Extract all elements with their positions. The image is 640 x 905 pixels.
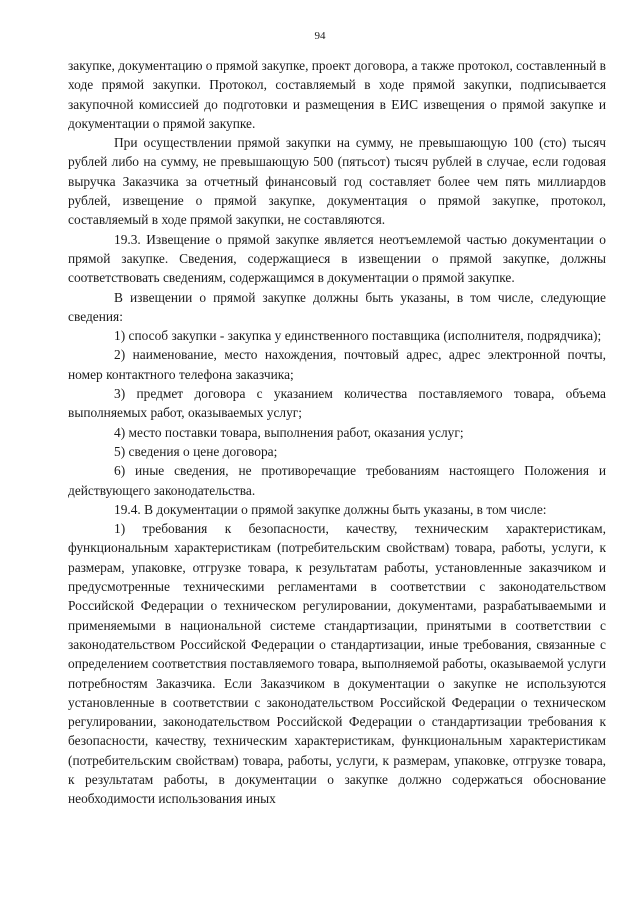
list-item-3: 3) предмет договора с указанием количества поставляемого товара, объема выполняемых работ, оказываемых услуг; [68, 386, 606, 421]
list-item-6: 6) иные сведения, не противоречащие требованиям настоящего Положения и действующего законодательства. [68, 463, 606, 498]
paragraph-continuation: закупке, документацию о прямой закупке, проект договора, а также протокол, составленный в ходе прямой закупки. Протокол, составляемый в ходе прямой закупки, подписывается закупочной комиссией до подготовки и размещения в ЕИС извещения о прямой закупке и документации о прямой закупке. [68, 58, 606, 131]
list-item-5: 5) сведения о цене договора; [114, 443, 278, 459]
list-item-requirements: 1) требования к безопасности, качеству, техническим характеристикам, функциональным характеристикам (потребительским свойствам) товара, работы, услуги, к размерам, упаковке, отгрузке товара, к результатам работы, установленные заказчиком и предусмотренные техническими регламентами в соответствии с законодательством Российской Федерации о техническом регулировании, документами, разрабатываемыми и применяемыми в национальной системе стандартизации, принятыми в соответствии с законодательством Российской Федерации о стандартизации, иные требования, связанные с определением соответствия поставляемого товара, выполняемой работы, оказываемой услуги потребностям Заказчика. Если Заказчиком в документации о закупке не используются установленные в соответствии с законодательством Российской Федерации о техническом регулировании, законодательством Российской Федерации о стандартизации требования к безопасности, качеству, техническим характеристикам, функциональным характеристикам (потребительским свойствам) товара, работы, услуги, к размерам, упаковке, отгрузке товара, к результатам работы, в документации о закупке должно содержаться обоснование необходимости использования иных [68, 521, 606, 807]
document-body [68, 56, 606, 809]
list-item-4: 4) место поставки товара, выполнения работ, оказания услуг; [114, 424, 464, 440]
list-item-2: 2) наименование, место нахождения, почтовый адрес, адрес электронной почты, номер контактного телефона заказчика; [68, 347, 606, 382]
page-number: 94 [314, 30, 326, 42]
paragraph-19-3: 19.3. Извещение о прямой закупке является неотъемлемой частью документации о прямой закупке. Сведения, содержащиеся в извещении о прямой закупке, должны соответствовать сведениям, содержащимся в документации о прямой закупке. [68, 231, 606, 286]
paragraph-notice-info-intro: В извещении о прямой закупке должны быть указаны, в том числе, следующие сведения: [68, 289, 606, 324]
list-item-1: 1) способ закупки - закупка у единственного поставщика (исполнителя, подрядчика); [114, 328, 602, 344]
paragraph-threshold-amounts: При осуществлении прямой закупки на сумму, не превышающую 100 (сто) тысяч рублей либо на сумму, не превышающую 500 (пятьсот) тысяч рублей в случае, если годовая выручка Заказчика за отчетный финансовый год составляет более чем пять миллиардов рублей, извещение о прямой закупке, документация о прямой закупке, протокол, составляемый в ходе прямой закупки, не составляются. [68, 135, 606, 228]
paragraph-19-4: 19.4. В документации о прямой закупке должны быть указаны, в том числе: [114, 501, 547, 517]
